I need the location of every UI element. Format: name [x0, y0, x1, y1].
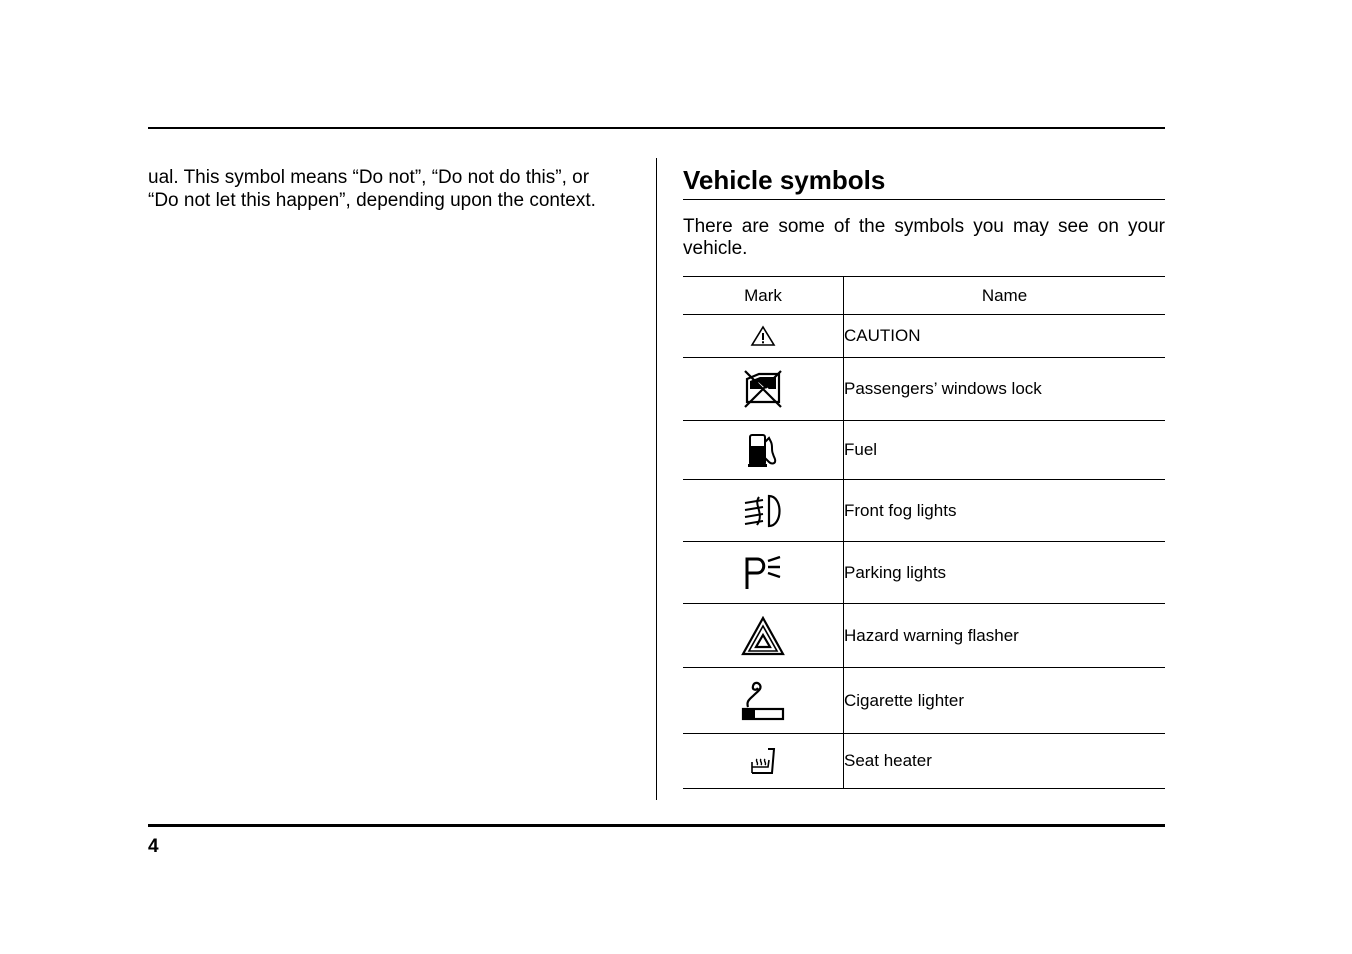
row-name: Fuel	[844, 421, 1166, 480]
table-row	[683, 315, 1165, 358]
table-row	[683, 542, 1165, 604]
section-intro: There are some of the symbols you may see on your vehicle.	[683, 216, 1165, 259]
bottom-rule	[148, 824, 1165, 827]
table-row	[683, 421, 1165, 480]
header-name: Name	[844, 277, 1166, 315]
table-row	[683, 734, 1165, 789]
table-row	[683, 668, 1165, 734]
table-header-row	[683, 277, 1165, 315]
parking-lights-icon	[742, 555, 784, 591]
paragraph-line-2: “Do not let this happen”, depending upon the context.	[148, 190, 596, 211]
row-name: Cigarette lighter	[844, 668, 1166, 734]
seat-heater-icon	[748, 746, 778, 776]
row-name: Hazard warning flasher	[844, 604, 1166, 668]
page-number: 4	[148, 836, 159, 857]
row-name: Seat heater	[844, 734, 1166, 789]
hazard-warning-icon	[741, 616, 785, 656]
fuel-icon	[747, 432, 779, 468]
table-row	[683, 604, 1165, 668]
cigarette-lighter-icon	[740, 679, 786, 723]
row-name: Parking lights	[844, 542, 1166, 604]
table-row	[683, 480, 1165, 542]
front-fog-lights-icon	[741, 493, 785, 529]
section-title: Vehicle symbols	[683, 164, 1165, 200]
row-name: CAUTION	[844, 315, 1166, 358]
symbols-table	[683, 276, 1165, 789]
table-row	[683, 358, 1165, 421]
row-name: Passengers’ windows lock	[844, 358, 1166, 421]
caution-icon	[750, 325, 776, 347]
column-divider	[656, 158, 657, 800]
right-column	[683, 164, 1165, 789]
row-name: Front fog lights	[844, 480, 1166, 542]
left-column-text	[148, 166, 631, 212]
top-rule	[148, 127, 1165, 129]
paragraph-line-1: ual. This symbol means “Do not”, “Do not do this”, or	[148, 167, 590, 188]
header-mark: Mark	[683, 277, 844, 315]
passenger-window-lock-icon	[743, 369, 783, 409]
